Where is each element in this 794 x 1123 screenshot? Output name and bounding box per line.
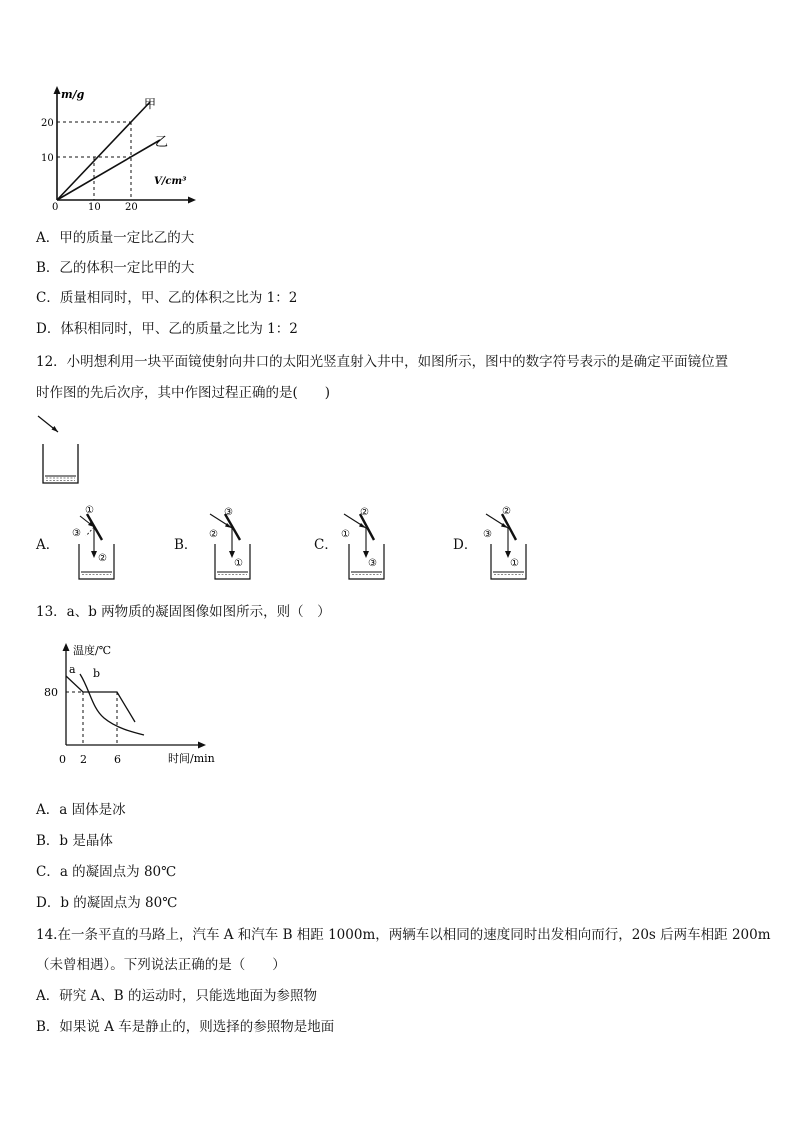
q13-option-c[interactable]: C．a 的凝固点为 80℃ bbox=[36, 864, 177, 880]
line-jia bbox=[57, 102, 150, 200]
circled-label: ① bbox=[85, 505, 94, 516]
x-tick-10: 10 bbox=[88, 202, 101, 212]
y-axis-arrow bbox=[63, 643, 70, 651]
q11-option-b[interactable]: B．乙的体积一定比甲的大 bbox=[36, 260, 195, 276]
q12-figure-c[interactable] bbox=[340, 500, 390, 584]
curve-b bbox=[80, 674, 144, 735]
y-tick-20: 20 bbox=[41, 118, 54, 129]
q11-option-c[interactable]: C．质量相同时，甲、乙的体积之比为 1：2 bbox=[36, 290, 298, 306]
y-tick-10: 10 bbox=[41, 153, 54, 164]
q12-option-d[interactable]: D． bbox=[453, 537, 478, 553]
circled-label: ① bbox=[510, 558, 519, 569]
circled-label: ① bbox=[341, 529, 350, 540]
q12-figure-b[interactable] bbox=[206, 500, 256, 584]
x-tick-20: 20 bbox=[125, 202, 138, 212]
reflected-ray-arrow bbox=[363, 551, 369, 558]
normal-line bbox=[86, 527, 94, 536]
circled-label: ② bbox=[502, 506, 511, 517]
reflected-ray-arrow bbox=[505, 551, 511, 558]
curve-label-a: a bbox=[69, 663, 76, 676]
series-label-yi: 乙 bbox=[155, 135, 169, 150]
y-axis-arrow bbox=[54, 86, 61, 94]
circled-label: ③ bbox=[483, 529, 492, 540]
circled-label: ② bbox=[98, 553, 107, 564]
circled-label: ③ bbox=[224, 507, 233, 518]
q14-stem-line1: 14.在一条平直的马路上，汽车 A 和汽车 B 相距 1000m，两辆车以相同的速度同时出发相向而行，20s 后两车相距 200m bbox=[36, 927, 771, 943]
y-axis-label: 温度/℃ bbox=[73, 644, 112, 657]
reflected-ray-arrow bbox=[229, 551, 235, 558]
circled-label: ② bbox=[209, 529, 218, 540]
x-axis-arrow bbox=[188, 197, 196, 204]
well-figure bbox=[36, 414, 86, 488]
q14-stem-line2: （未曾相遇）。下列说法正确的是（ ） bbox=[36, 957, 286, 973]
circled-label: ① bbox=[234, 558, 243, 569]
q11-option-d[interactable]: D．体积相同时，甲、乙的质量之比为 1：2 bbox=[36, 321, 298, 337]
q14-option-b[interactable]: B．如果说 A 车是静止的，则选择的参照物是地面 bbox=[36, 1019, 335, 1035]
x-axis-label: 时间/min bbox=[168, 752, 215, 765]
circled-label: ② bbox=[360, 507, 369, 518]
reflected-ray-arrow bbox=[91, 551, 97, 558]
well-walls bbox=[79, 544, 114, 579]
x-axis-arrow bbox=[198, 742, 206, 749]
q11-option-a[interactable]: A．甲的质量一定比乙的大 bbox=[36, 230, 195, 246]
circled-label: ③ bbox=[72, 528, 81, 539]
q12-option-c[interactable]: C． bbox=[314, 537, 338, 553]
q13-stem: 13．a、b 两物质的凝固图像如图所示，则（ ） bbox=[36, 604, 331, 620]
q13-option-d[interactable]: D．b 的凝固点为 80℃ bbox=[36, 895, 178, 911]
circled-label: ③ bbox=[368, 558, 377, 569]
curve-label-b: b bbox=[93, 667, 101, 680]
well-walls bbox=[43, 444, 78, 483]
q12-stem-line2: 时作图的先后次序，其中作图过程正确的是( ) bbox=[36, 385, 331, 401]
x-tick-6: 6 bbox=[114, 753, 121, 766]
q12-option-a[interactable]: A． bbox=[36, 537, 60, 553]
y-axis-label: m/g bbox=[61, 88, 85, 101]
q12-option-b[interactable]: B． bbox=[174, 537, 198, 553]
q13-option-b[interactable]: B．b 是晶体 bbox=[36, 833, 113, 849]
q14-option-a[interactable]: A．研究 A、B 的运动时，只能选地面为参照物 bbox=[36, 988, 318, 1004]
q12-stem-line1: 12．小明想利用一块平面镜使射向井口的太阳光竖直射入井中，如图所示，图中的数字符号表示的是确定平面镜位置 bbox=[36, 354, 729, 370]
series-label-jia: 甲 bbox=[144, 97, 157, 111]
x-axis-label: V/cm³ bbox=[154, 176, 187, 187]
x-tick-0: 0 bbox=[59, 753, 66, 766]
line-yi bbox=[57, 140, 160, 200]
mass-volume-graph bbox=[40, 82, 210, 212]
solidification-graph bbox=[40, 640, 230, 770]
y-tick-80: 80 bbox=[44, 686, 58, 699]
q12-figure-d[interactable] bbox=[482, 500, 532, 584]
q12-figure-a[interactable] bbox=[70, 500, 120, 584]
origin-label: 0 bbox=[52, 202, 59, 212]
q13-option-a[interactable]: A．a 固体是冰 bbox=[36, 802, 126, 818]
x-tick-2: 2 bbox=[80, 753, 87, 766]
